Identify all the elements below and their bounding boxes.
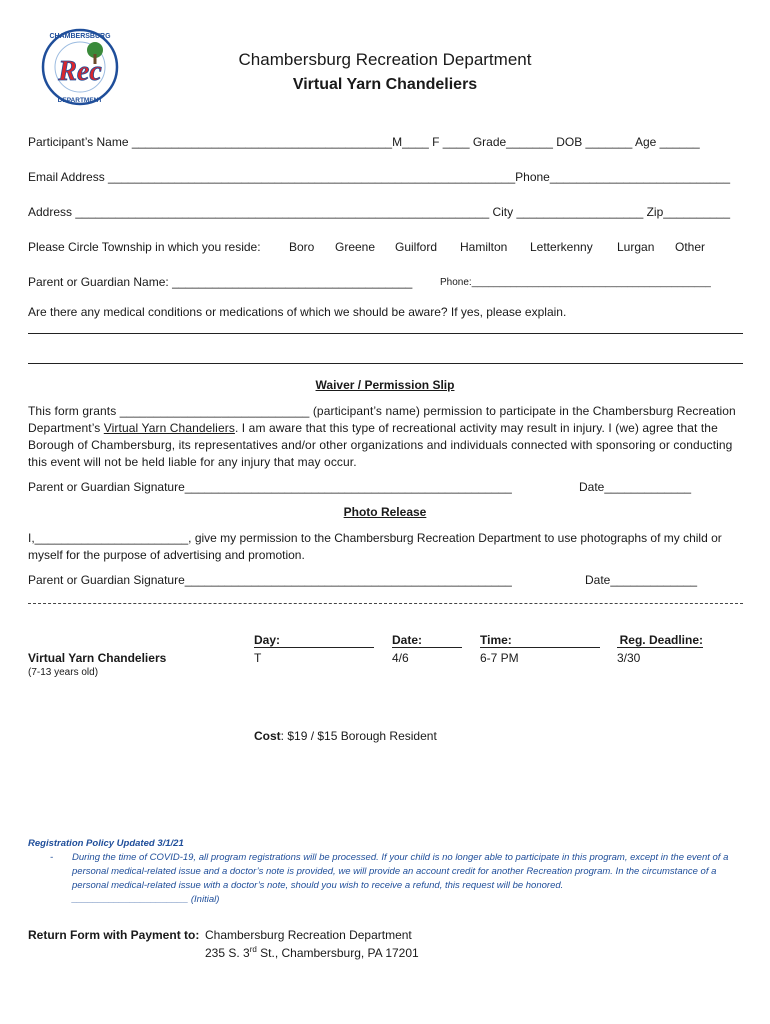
- township-lurgan[interactable]: Lurgan: [617, 240, 655, 254]
- participant-line[interactable]: Participant’s Name _______________________________________M____ F ____ Grade_______ DOB _______ Age ______: [28, 135, 700, 149]
- township-boro[interactable]: Boro: [289, 240, 315, 254]
- photo-date-line[interactable]: Date_____________: [585, 573, 698, 587]
- return-org: Chambersburg Recreation Department: [205, 928, 412, 942]
- township-greene[interactable]: Greene: [335, 240, 376, 254]
- photo-release-heading: Photo Release: [343, 505, 427, 519]
- medical-answer-line-1[interactable]: [28, 333, 743, 334]
- logo-bottom-text: DEPARTMENT: [57, 97, 103, 104]
- photo-release-text: I,_______________________, give my permission to the Chambersburg Recreation Department to use photographs of my child or myself for the purpose of advertising and promotion.: [28, 531, 722, 562]
- policy-bullet: -: [50, 852, 54, 863]
- schedule-header-day: Day:: [254, 633, 374, 648]
- policy-text: During the time of COVID-19, all program registrations will be processed. If your child is no longer able to participate in this program, except in the event of a personal medical-related issue and a doctor’s note is provided, we will provide an account credit for another Recreation program. In the circumstance of a personal medical-related issue with a doctor’s note, should you wish to receive a refund, this request will be honored.: [72, 852, 729, 891]
- policy-initial-line[interactable]: ______________________ (Initial): [72, 894, 220, 905]
- email-phone-line[interactable]: Email Address _____________________________________________________________Phone___________________________: [28, 170, 731, 184]
- medical-question: Are there any medical conditions or medications of which we should be aware? If yes, please explain.: [28, 305, 567, 319]
- return-address: 235 S. 3rd St., Chambersburg, PA 17201: [205, 945, 419, 960]
- logo-top-text: CHAMBERSBURG: [49, 33, 111, 40]
- waiver-heading: Waiver / Permission Slip: [315, 378, 455, 392]
- address-line[interactable]: Address ______________________________________________________________ City ___________________ Zip__________: [28, 205, 731, 219]
- department-title: Chambersburg Recreation Department: [238, 50, 532, 69]
- schedule-date: 4/6: [392, 651, 409, 665]
- schedule-age-range: (7-13 years old): [28, 667, 99, 678]
- medical-answer-line-2[interactable]: [28, 363, 743, 364]
- township-guilford[interactable]: Guilford: [395, 240, 438, 254]
- schedule-time: 6-7 PM: [480, 651, 519, 665]
- waiver-signature-line[interactable]: Parent or Guardian Signature_________________________________________________: [28, 480, 512, 494]
- schedule-day: T: [254, 651, 262, 665]
- guardian-name-line[interactable]: Parent or Guardian Name: ____________________________________: [28, 275, 413, 289]
- township-other[interactable]: Other: [675, 240, 706, 254]
- schedule-header-date: Date:: [392, 633, 462, 648]
- township-prompt: Please Circle Township in which you reside:: [28, 240, 261, 254]
- schedule-header-deadline: Reg. Deadline:: [617, 633, 703, 648]
- waiver-text: This form grants ____________________________ (participant’s name) permission to participate in the Chambersburg Recreation Department’s Virtual Yarn Chandeliers. I am aware that this type of recreational activity may result in injury. I (we) agree that the Borough of Chambersburg, its representatives and/or other organizations and individuals connected with sponsoring or conducting this event will not be held liable for any injury that may occur.: [28, 404, 736, 469]
- rec-department-logo: [40, 22, 120, 112]
- waiver-date-line[interactable]: Date_____________: [579, 480, 692, 494]
- cost-text: Cost: $19 / $15 Borough Resident: [254, 729, 437, 743]
- township-hamilton[interactable]: Hamilton: [460, 240, 508, 254]
- schedule-deadline: 3/30: [617, 651, 641, 665]
- waiver-program-link: Virtual Yarn Chandeliers: [103, 421, 235, 435]
- township-letterkenny[interactable]: Letterkenny: [530, 240, 593, 254]
- program-title: Virtual Yarn Chandeliers: [292, 76, 478, 93]
- schedule-header-time: Time:: [480, 633, 600, 648]
- cut-line: [28, 603, 743, 604]
- schedule-program-name: Virtual Yarn Chandeliers: [28, 651, 167, 665]
- photo-signature-line[interactable]: Parent or Guardian Signature_________________________________________________: [28, 573, 512, 587]
- policy-title: Registration Policy Updated 3/1/21: [28, 838, 184, 849]
- guardian-phone-line[interactable]: Phone:___________________________________________: [440, 277, 711, 288]
- return-label: Return Form with Payment to:: [28, 928, 200, 942]
- logo-rec-text: Rec: [58, 56, 102, 87]
